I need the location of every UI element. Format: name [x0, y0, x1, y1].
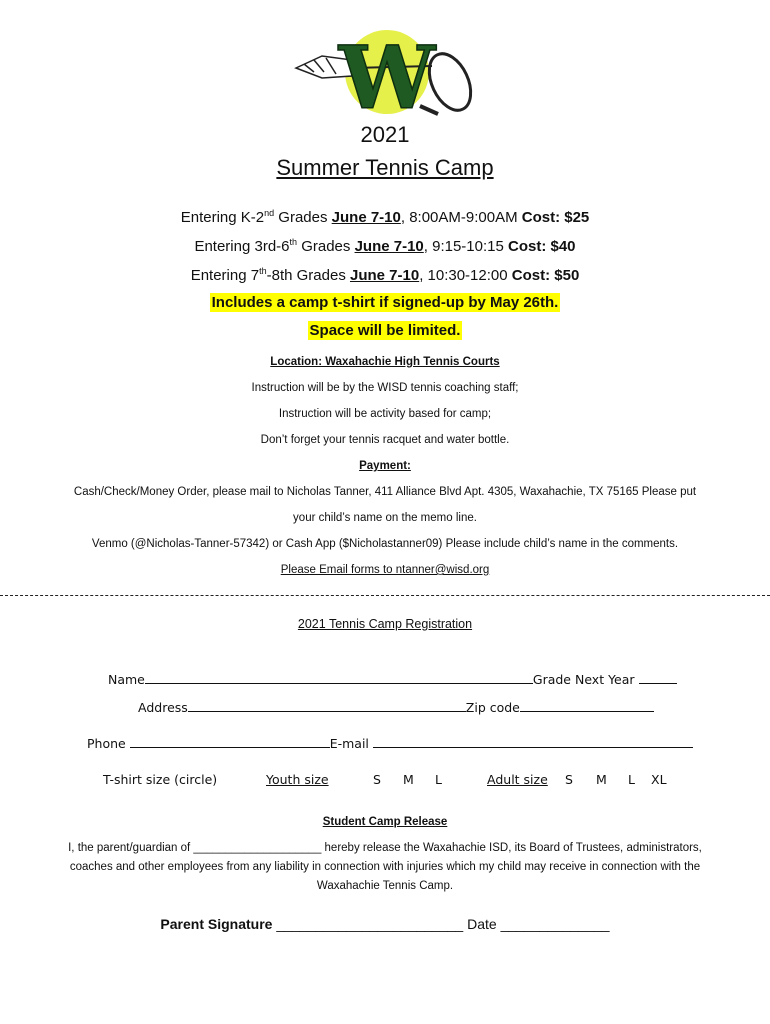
address-field[interactable]	[188, 700, 466, 712]
release-text-line-3: Waxahachie Tennis Camp.	[316, 880, 454, 892]
space-limited-highlight: Space will be limited.	[309, 322, 461, 339]
zip-label: Zip code	[465, 700, 520, 715]
adult-size-m[interactable]: M	[596, 772, 607, 787]
tshirt-highlight: Includes a camp t-shirt if signed-up by May 26th.	[211, 294, 559, 311]
youth-size-s[interactable]: S	[373, 772, 381, 787]
tshirt-size-label: T-shirt size (circle)	[103, 772, 218, 787]
email-label: E-mail	[329, 736, 369, 751]
school-logo	[292, 22, 478, 122]
email-forms-link[interactable]: Please Email forms to ntanner@wisd.org	[280, 564, 490, 576]
payment-mail-text: Cash/Check/Money Order, please mail to Nicholas Tanner, 411 Alliance Blvd Apt. 4305, Waxahachie, TX 75165 Please put	[73, 486, 697, 498]
cut-line-divider	[0, 595, 770, 596]
name-field[interactable]	[145, 672, 533, 684]
payment-memo-text: your child’s name on the memo line.	[293, 512, 477, 524]
release-text-line-2: coaches and other employees from any liability in connection with injuries which my child may receive in connection with the	[69, 861, 701, 873]
address-row	[138, 700, 654, 715]
payment-heading: Payment:	[359, 460, 411, 472]
youth-size-label: Youth size	[266, 772, 329, 787]
grade-label: Grade Next Year	[532, 672, 635, 687]
registration-title: 2021 Tennis Camp Registration	[297, 617, 473, 631]
release-heading: Student Camp Release	[322, 816, 448, 828]
payment-venmo-text: Venmo (@Nicholas-Tanner-57342) or Cash App ($Nicholastanner09) Please include child’s name in the comments.	[91, 538, 679, 550]
name-label: Name	[108, 672, 145, 687]
instruction-line-1: Instruction will be by the WISD tennis coaching staff;	[251, 382, 519, 394]
camp-title: Summer Tennis Camp	[276, 155, 494, 180]
logo-w-letter: W	[338, 28, 436, 122]
youth-size-l[interactable]: L	[435, 772, 442, 787]
adult-size-label: Adult size	[487, 772, 548, 787]
phone-field[interactable]	[130, 736, 330, 748]
address-label: Address	[138, 700, 188, 715]
instruction-line-2: Instruction will be activity based for camp;	[278, 408, 492, 420]
phone-label: Phone	[87, 736, 126, 751]
grade-line-3-6: Entering 3rd-6th Grades June 7-10, 9:15-10:15 Cost: $40	[194, 237, 576, 255]
signature-row	[0, 916, 770, 932]
phone-row	[87, 736, 693, 751]
zip-field[interactable]	[520, 700, 654, 712]
email-field[interactable]	[373, 736, 693, 748]
grade-line-k2: Entering K-2nd Grades June 7-10, 8:00AM-9:00AM Cost: $25	[180, 208, 590, 226]
name-row	[108, 672, 677, 687]
adult-size-xl[interactable]: XL	[651, 772, 667, 787]
adult-size-s[interactable]: S	[565, 772, 573, 787]
reminder-text: Don’t forget your tennis racquet and water bottle.	[260, 434, 510, 446]
parent-signature-field[interactable]: ________________________	[276, 916, 464, 932]
adult-size-l[interactable]: L	[628, 772, 635, 787]
date-label: Date	[467, 916, 497, 932]
grade-line-7-8: Entering 7th-8th Grades June 7-10, 10:30-12:00 Cost: $50	[190, 266, 580, 284]
date-field[interactable]: ______________	[500, 916, 610, 932]
grade-field[interactable]	[639, 672, 677, 684]
youth-size-m[interactable]: M	[403, 772, 414, 787]
location-text: Location: Waxahachie High Tennis Courts	[270, 356, 500, 368]
release-text-line-1: I, the parent/guardian of ____________________ hereby release the Waxahachie ISD, its Board of Trustees, administrators,	[68, 842, 702, 854]
camp-year: 2021	[360, 122, 410, 147]
parent-signature-label: Parent Signature	[160, 916, 273, 932]
